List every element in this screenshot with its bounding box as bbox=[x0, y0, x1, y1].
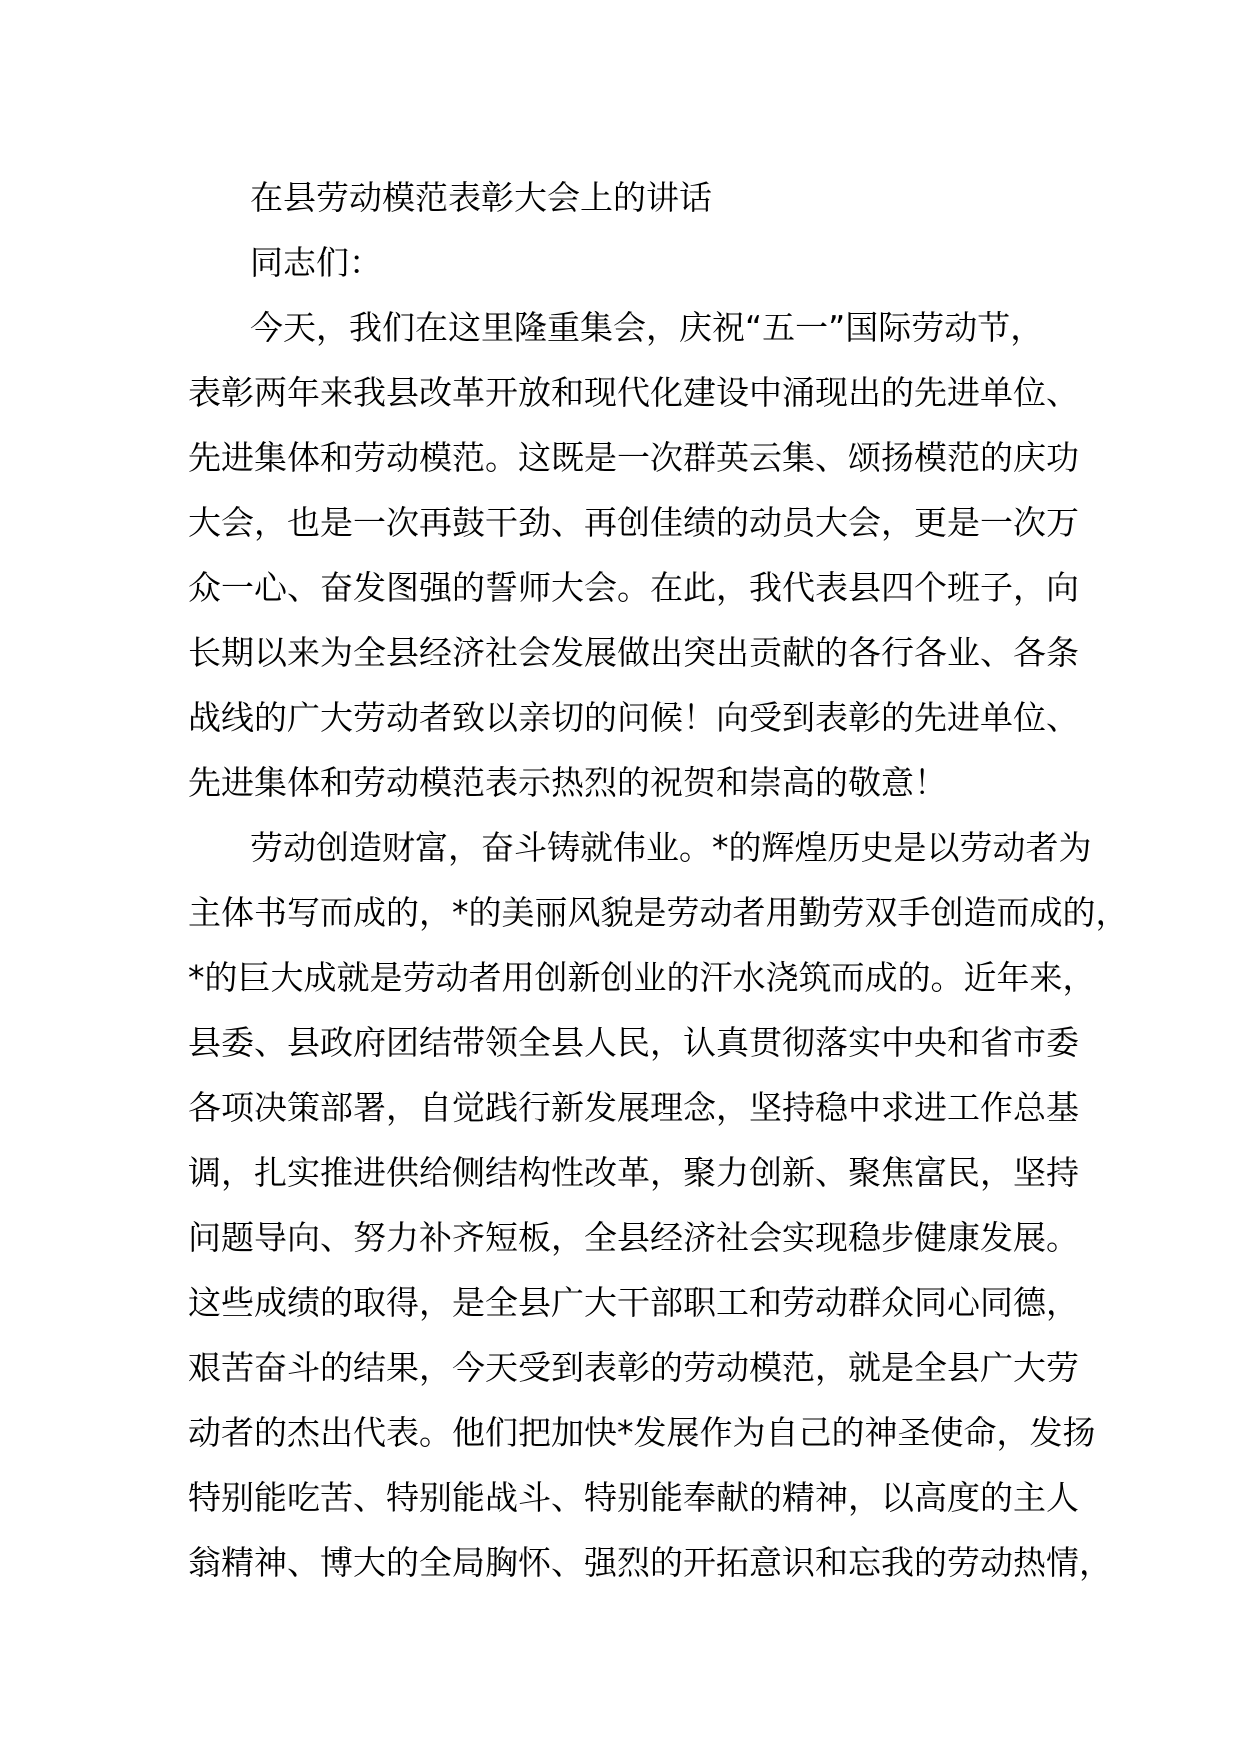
paragraph-line: 劳动创造财富，奋斗铸就伟业。*的辉煌历史是以劳动者为 bbox=[250, 828, 1092, 867]
paragraph-line: 先进集体和劳动模范。这既是一次群英云集、颂扬模范的庆功 bbox=[188, 438, 1079, 477]
paragraph-line: 今天，我们在这里隆重集会，庆祝“五一”国际劳动节， bbox=[250, 308, 1044, 347]
paragraph-line: 问题导向、努力补齐短板，全县经济社会实现稳步健康发展。 bbox=[188, 1218, 1079, 1257]
document-body bbox=[188, 165, 1129, 1595]
greeting-line: 同志们： bbox=[250, 243, 382, 282]
paragraph-1 bbox=[188, 295, 1108, 815]
paragraph-line: 众一心、奋发图强的誓师大会。在此，我代表县四个班子，向 bbox=[188, 568, 1079, 607]
paragraph-line: 调，扎实推进供给侧结构性改革，聚力创新、聚焦富民，坚持 bbox=[188, 1153, 1079, 1192]
paragraph-line: 县委、县政府团结带领全县人民，认真贯彻落实中央和省市委 bbox=[188, 1023, 1079, 1062]
paragraph-2 bbox=[188, 815, 1129, 1595]
paragraph-line: 这些成绩的取得，是全县广大干部职工和劳动群众同心同德， bbox=[188, 1283, 1079, 1322]
paragraph-line: 表彰两年来我县改革开放和现代化建设中涌现出的先进单位、 bbox=[188, 373, 1079, 412]
paragraph-line: 各项决策部署，自觉践行新发展理念，坚持稳中求进工作总基 bbox=[188, 1088, 1079, 1127]
paragraph-line: 特别能吃苦、特别能战斗、特别能奉献的精神，以高度的主人 bbox=[188, 1478, 1079, 1517]
paragraph-line: 大会，也是一次再鼓干劲、再创佳绩的动员大会，更是一次万 bbox=[188, 503, 1079, 542]
paragraph-line: 动者的杰出代表。他们把加快*发展作为自己的神圣使命，发扬 bbox=[188, 1413, 1096, 1452]
paragraph-line: 战线的广大劳动者致以亲切的问候！向受到表彰的先进单位、 bbox=[188, 698, 1079, 737]
paragraph-line: 翁精神、博大的全局胸怀、强烈的开拓意识和忘我的劳动热情， bbox=[188, 1543, 1112, 1582]
paragraph-line: 先进集体和劳动模范表示热烈的祝贺和崇高的敬意！ bbox=[188, 763, 947, 802]
paragraph-line: *的巨大成就是劳动者用创新创业的汗水浇筑而成的。近年来， bbox=[188, 958, 1096, 997]
paragraph-line: 长期以来为全县经济社会发展做出突出贡献的各行各业、各条 bbox=[188, 633, 1079, 672]
document-title: 在县劳动模范表彰大会上的讲话 bbox=[250, 178, 712, 217]
paragraph-line: 艰苦奋斗的结果，今天受到表彰的劳动模范，就是全县广大劳 bbox=[188, 1348, 1079, 1387]
paragraph-line: 主体书写而成的，*的美丽风貌是劳动者用勤劳双手创造而成的， bbox=[188, 893, 1129, 932]
